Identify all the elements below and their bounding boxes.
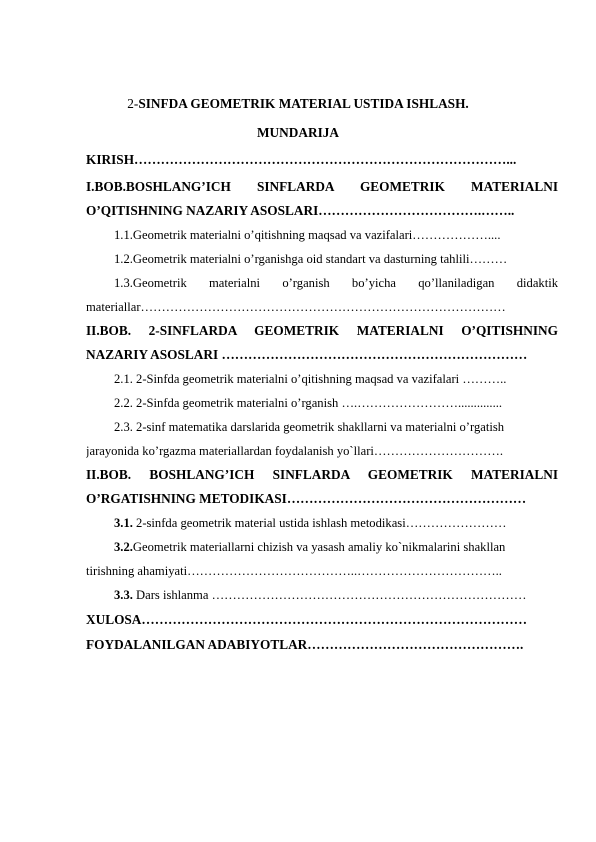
title-prefix: 2- <box>127 96 139 111</box>
toc-section-2-3-line1: 2.3. 2-sinf matematika darslarida geometrik shakllarni va materialni o’rgatish <box>114 420 505 434</box>
toc-section-3-1 <box>114 514 558 532</box>
toc-section-1-2: 1.2.Geometrik materialni o’rganishga oid standart va dasturning tahlili……… <box>114 252 508 266</box>
toc-chapter2-line1: II.BOB. 2-SINFLARDA GEOMETRIK MATERIALNI O’QITISHNING <box>86 323 558 338</box>
toc-chapter3-line1: II.BOB. BOSHLANG’ICH SINFLARDA GEOMETRIK MATERIALNI <box>86 467 558 482</box>
toc-chapter1-line1: I.BOB.BOSHLANG’ICH SINFLARDA GEOMETRIK MATERIALNI <box>86 179 558 194</box>
toc-section-3-2-line2: tirishning ahamiyati…………………………………..…………………………….. <box>86 564 502 578</box>
section-3-1-number: 3.1. <box>114 516 133 530</box>
toc-section-1-1: 1.1.Geometrik materialni o’qitishning maqsad va vazifalari……………….... <box>114 228 501 242</box>
toc-section-3-3 <box>114 586 558 604</box>
toc-section-2-2: 2.2. 2-Sinfda geometrik materialni o’rganish ….…………………….............. <box>114 396 503 410</box>
toc-section-1-3-line2: materiallar…………………………………………………………………………… <box>86 300 506 314</box>
toc-chapter1-line2: O’QITISHNING NAZARIY ASOSLARI……………………………….…….. <box>86 203 515 218</box>
section-3-1-text: 2-sinfda geometrik material ustida ishlash metodikasi…………………… <box>132 516 507 530</box>
toc-section-2-1: 2.1. 2-Sinfda geometrik materialni o’qitishning maqsad va vazifalari ……….. <box>114 372 507 386</box>
toc-chapter3-line2: O’RGATISHNING METODIKASI……………………………………………… <box>86 491 527 506</box>
document-title <box>0 95 596 113</box>
title-main: SINFDA GEOMETRIK MATERIAL USTIDA ISHLASH. <box>138 96 469 111</box>
toc-kirish: KIRISH…………………………………………………………………………... <box>86 152 517 167</box>
section-3-3-number: 3.3. <box>114 588 133 602</box>
toc-section-3-2-line1 <box>114 538 558 556</box>
toc-chapter2-line2: NAZARIY ASOSLARI …………………………………………………………… <box>86 347 528 362</box>
toc-section-1-3-line1: 1.3.Geometrik materialni o’rganish bo’yicha qo’llaniladigan didaktik <box>114 276 558 290</box>
section-3-3-text: Dars ishlanma ………………………………………………………………… <box>132 588 527 602</box>
section-3-2-number: 3.2. <box>114 540 133 554</box>
toc-section-2-3-line2: jarayonida ko’rgazma materiallardan foydalanish yo`llari…………………………. <box>86 444 503 458</box>
toc-references: FOYDALANILGAN ADABIYOTLAR…………………………………………. <box>86 637 524 652</box>
section-3-2-text: Geometrik materiallarni chizish va yasash amaliy ko`nikmalarini shakllan <box>132 540 506 554</box>
contents-heading: MUNDARIJA <box>257 125 339 140</box>
toc-xulosa: XULOSA…………………………………………………………………………… <box>86 612 528 627</box>
